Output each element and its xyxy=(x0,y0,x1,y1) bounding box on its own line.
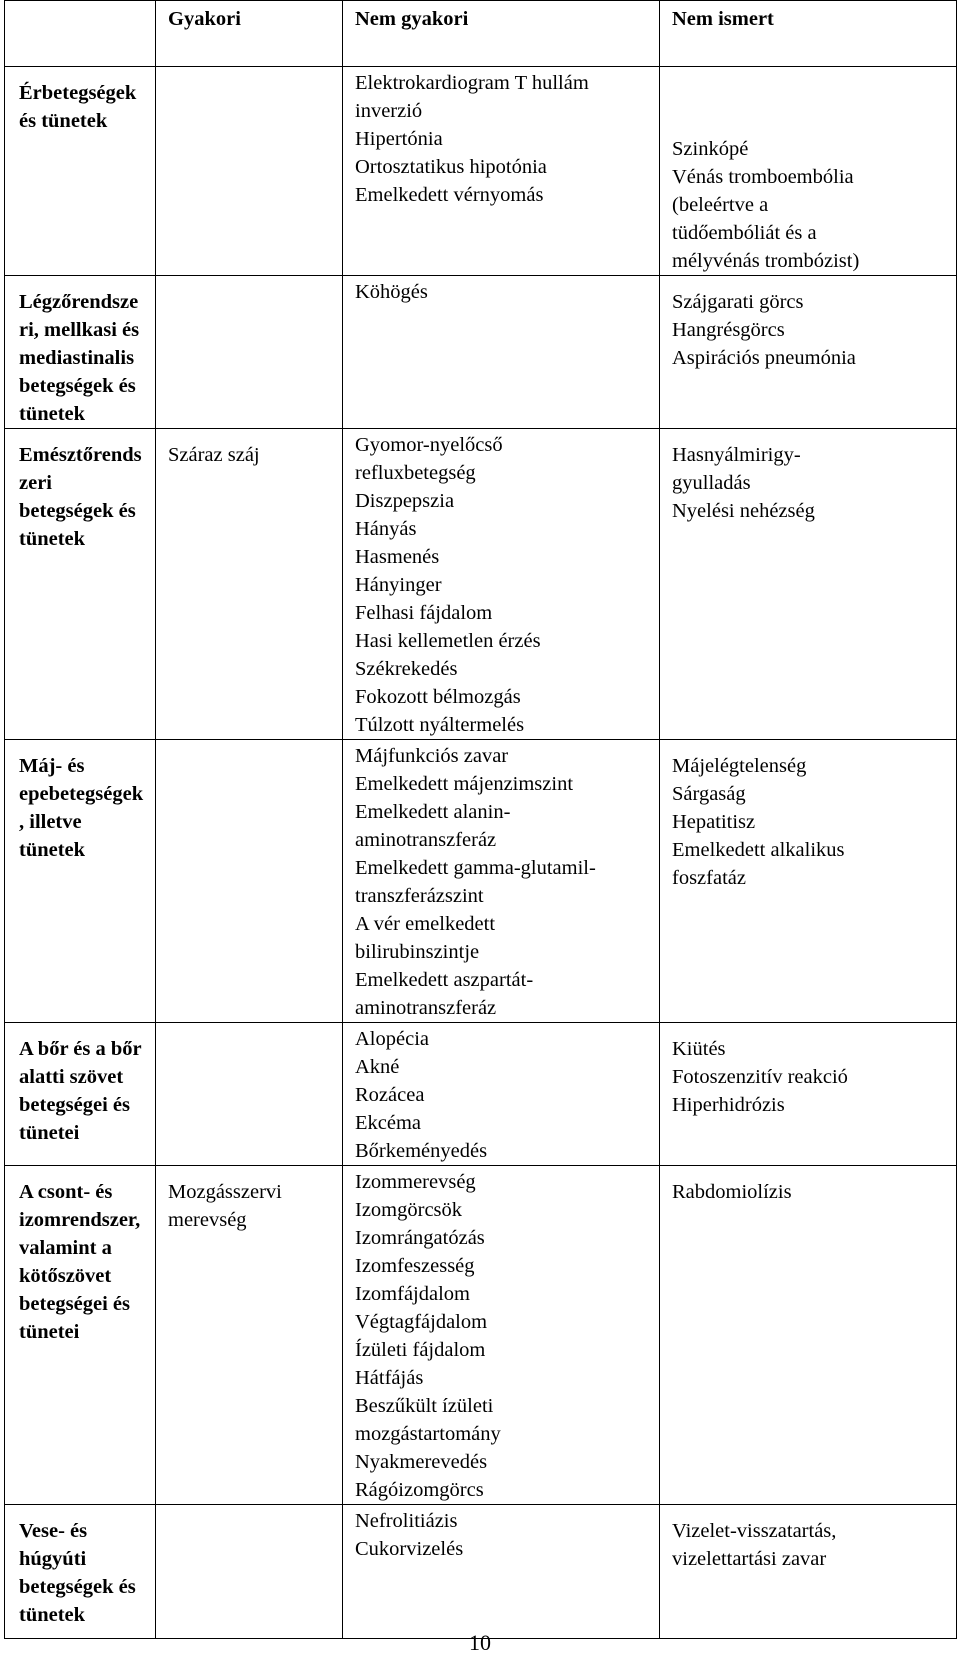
cell-line: tünetek xyxy=(19,403,86,425)
cell-line: Hányinger xyxy=(355,574,442,596)
common-cell xyxy=(156,1023,343,1166)
cell-line: Emelkedett vérnyomás xyxy=(355,184,544,206)
cell-line: Köhögés xyxy=(355,281,428,303)
table-row xyxy=(5,1505,957,1639)
cell-line: gyulladás xyxy=(672,472,751,494)
cell-line: tünetei xyxy=(19,1321,80,1343)
cell-line: vizelettartási zavar xyxy=(672,1548,827,1570)
cell-line: Elektrokardiogram T hullám xyxy=(355,72,589,94)
cell-line: Sárgaság xyxy=(672,783,746,805)
unknown-cell xyxy=(660,1166,957,1505)
uncommon-cell xyxy=(343,67,660,276)
cell-line: Felhasi fájdalom xyxy=(355,602,493,624)
cell-line: Izomrángatózás xyxy=(355,1227,485,1249)
unknown-cell xyxy=(660,67,957,276)
cell-line: Nyelési nehézség xyxy=(672,500,815,522)
cell-line xyxy=(672,79,944,107)
cell-line: és tünetek xyxy=(19,110,108,132)
cell-line: Hasi kellemetlen érzés xyxy=(355,630,541,652)
cell-line: Izommerevség xyxy=(355,1171,476,1193)
cell-line: tüdőembóliát és a xyxy=(672,222,817,244)
cell-line: Szinkópé xyxy=(672,138,749,160)
system-cell xyxy=(5,276,156,429)
cell-line: Szájgarati görcs xyxy=(672,291,804,313)
cell-line: Kiütés xyxy=(672,1038,726,1060)
system-cell xyxy=(5,429,156,740)
cell-line: mozgástartomány xyxy=(355,1423,501,1445)
cell-line: Emésztőrends xyxy=(19,444,142,466)
cell-line: Izomfeszesség xyxy=(355,1255,475,1277)
cell-line: inverzió xyxy=(355,100,423,122)
cell-line: bilirubinszintje xyxy=(355,941,480,963)
cell-line: refluxbetegség xyxy=(355,462,476,484)
cell-line: aminotranszferáz xyxy=(355,997,497,1019)
unknown-cell xyxy=(660,740,957,1023)
uncommon-cell xyxy=(343,1505,660,1639)
cell-line: foszfatáz xyxy=(672,867,746,889)
common-cell xyxy=(156,67,343,276)
cell-line: Végtagfájdalom xyxy=(355,1311,488,1333)
cell-line: betegségek és xyxy=(19,1576,136,1598)
cell-line: mediastinalis xyxy=(19,347,135,369)
cell-line: Száraz száj xyxy=(168,444,260,466)
cell-line: Fokozott bélmozgás xyxy=(355,686,521,708)
header-cell-system xyxy=(5,1,156,67)
cell-line: (beleértve a xyxy=(672,194,769,216)
cell-line: Ekcéma xyxy=(355,1112,422,1134)
cell-line: Alopécia xyxy=(355,1028,429,1050)
cell-line: Nyakmerevedés xyxy=(355,1451,488,1473)
cell-line: Légzőrendsze xyxy=(19,291,139,313)
cell-line: Rágóizomgörcs xyxy=(355,1479,484,1501)
cell-line: Gyomor-nyelőcső xyxy=(355,434,503,456)
cell-line: transzferázszint xyxy=(355,885,484,907)
cell-line: Máj- és xyxy=(19,755,85,777)
unknown-cell xyxy=(660,1023,957,1166)
uncommon-cell xyxy=(343,276,660,429)
cell-line: Vénás tromboembólia xyxy=(672,166,854,188)
cell-line: merevség xyxy=(168,1209,247,1231)
cell-line: Aspirációs pneumónia xyxy=(672,347,856,369)
cell-line: Emelkedett gamma-glutamil- xyxy=(355,857,596,879)
cell-line: A vér emelkedett xyxy=(355,913,496,935)
header-cell-uncommon: Nem gyakori xyxy=(343,1,660,67)
cell-line: zeri xyxy=(19,472,52,494)
common-cell xyxy=(156,276,343,429)
uncommon-cell xyxy=(343,1166,660,1505)
system-cell xyxy=(5,740,156,1023)
unknown-cell xyxy=(660,276,957,429)
cell-line: kötőszövet xyxy=(19,1265,112,1287)
cell-line: betegségei és xyxy=(19,1293,130,1315)
cell-line: Emelkedett alkalikus xyxy=(672,839,845,861)
cell-line: Májfunkciós zavar xyxy=(355,745,509,767)
page-number: 10 xyxy=(469,1630,491,1655)
cell-line: Bőrkeményedés xyxy=(355,1140,488,1162)
uncommon-cell xyxy=(343,740,660,1023)
cell-line: valamint a xyxy=(19,1237,112,1259)
table-row xyxy=(5,740,957,1023)
system-cell xyxy=(5,1166,156,1505)
table-row xyxy=(5,429,957,740)
cell-line: Hátfájás xyxy=(355,1367,424,1389)
cell-line: Rabdomiolízis xyxy=(672,1181,792,1203)
cell-line: epebetegségek xyxy=(19,783,144,805)
cell-line: betegségei és xyxy=(19,1094,130,1116)
cell-line: Túlzott nyáltermelés xyxy=(355,714,525,736)
cell-line: Hiperhidrózis xyxy=(672,1094,785,1116)
cell-line: Fotoszenzitív reakció xyxy=(672,1066,848,1088)
cell-line: Izomfájdalom xyxy=(355,1283,470,1305)
table-header-row xyxy=(5,1,957,67)
cell-line: aminotranszferáz xyxy=(355,829,497,851)
common-cell xyxy=(156,1505,343,1639)
cell-line: Hangrésgörcs xyxy=(672,319,785,341)
uncommon-cell xyxy=(343,429,660,740)
cell-line: Hasnyálmirigy- xyxy=(672,444,801,466)
system-cell xyxy=(5,1505,156,1639)
cell-line: tünetei xyxy=(19,1122,80,1144)
cell-line: Rozácea xyxy=(355,1084,425,1106)
cell-line: ri, mellkasi és xyxy=(19,319,140,341)
cell-line: Diszpepszia xyxy=(355,490,455,512)
cell-line: Vese- és xyxy=(19,1520,88,1542)
cell-line: Izomgörcsök xyxy=(355,1199,463,1221)
cell-line: Székrekedés xyxy=(355,658,458,680)
cell-line: Hányás xyxy=(355,518,417,540)
cell-line: Emelkedett májenzimszint xyxy=(355,773,574,795)
cell-line: Vizelet-visszatartás, xyxy=(672,1520,837,1542)
table-row xyxy=(5,1023,957,1166)
cell-line: Májelégtelenség xyxy=(672,755,807,777)
cell-line: izomrendszer, xyxy=(19,1209,141,1231)
cell-line: tünetek xyxy=(19,839,86,861)
system-cell xyxy=(5,1023,156,1166)
header-cell-common: Gyakori xyxy=(156,1,343,67)
cell-line: Érbetegségek xyxy=(19,82,137,104)
table-body xyxy=(5,67,957,1639)
cell-line: A bőr és a bőr xyxy=(19,1038,142,1060)
system-cell xyxy=(5,67,156,276)
uncommon-cell xyxy=(343,1023,660,1166)
table-row xyxy=(5,1166,957,1505)
cell-line: Ortosztatikus hipotónia xyxy=(355,156,547,178)
cell-line: betegségek és xyxy=(19,375,136,397)
cell-line: Hepatitisz xyxy=(672,811,756,833)
cell-line: Emelkedett aszpartát- xyxy=(355,969,534,991)
cell-line: alatti szövet xyxy=(19,1066,124,1088)
cell-line: Mozgásszervi xyxy=(168,1181,282,1203)
cell-line: Beszűkült ízületi xyxy=(355,1395,494,1417)
cell-line: tünetek xyxy=(19,528,86,550)
common-cell xyxy=(156,429,343,740)
unknown-cell xyxy=(660,1505,957,1639)
common-cell xyxy=(156,740,343,1023)
cell-line: Cukorvizelés xyxy=(355,1538,464,1560)
table-row xyxy=(5,67,957,276)
cell-line: Hipertónia xyxy=(355,128,443,150)
cell-line: Hasmenés xyxy=(355,546,440,568)
cell-line: mélyvénás trombózist) xyxy=(672,250,860,272)
cell-line: Ízületi fájdalom xyxy=(355,1339,486,1361)
cell-line: Emelkedett alanin- xyxy=(355,801,511,823)
cell-line: Akné xyxy=(355,1056,400,1078)
adverse-reactions-table xyxy=(4,0,957,1639)
cell-line: , illetve xyxy=(19,811,82,833)
cell-line xyxy=(672,107,944,135)
cell-line: húgyúti xyxy=(19,1548,87,1570)
table-row xyxy=(5,276,957,429)
cell-line: tünetek xyxy=(19,1604,86,1626)
cell-line: betegségek és xyxy=(19,500,136,522)
cell-line: A csont- és xyxy=(19,1181,113,1203)
unknown-cell xyxy=(660,429,957,740)
header-cell-unknown: Nem ismert xyxy=(660,1,957,67)
cell-line: Nefrolitiázis xyxy=(355,1510,458,1532)
common-cell xyxy=(156,1166,343,1505)
